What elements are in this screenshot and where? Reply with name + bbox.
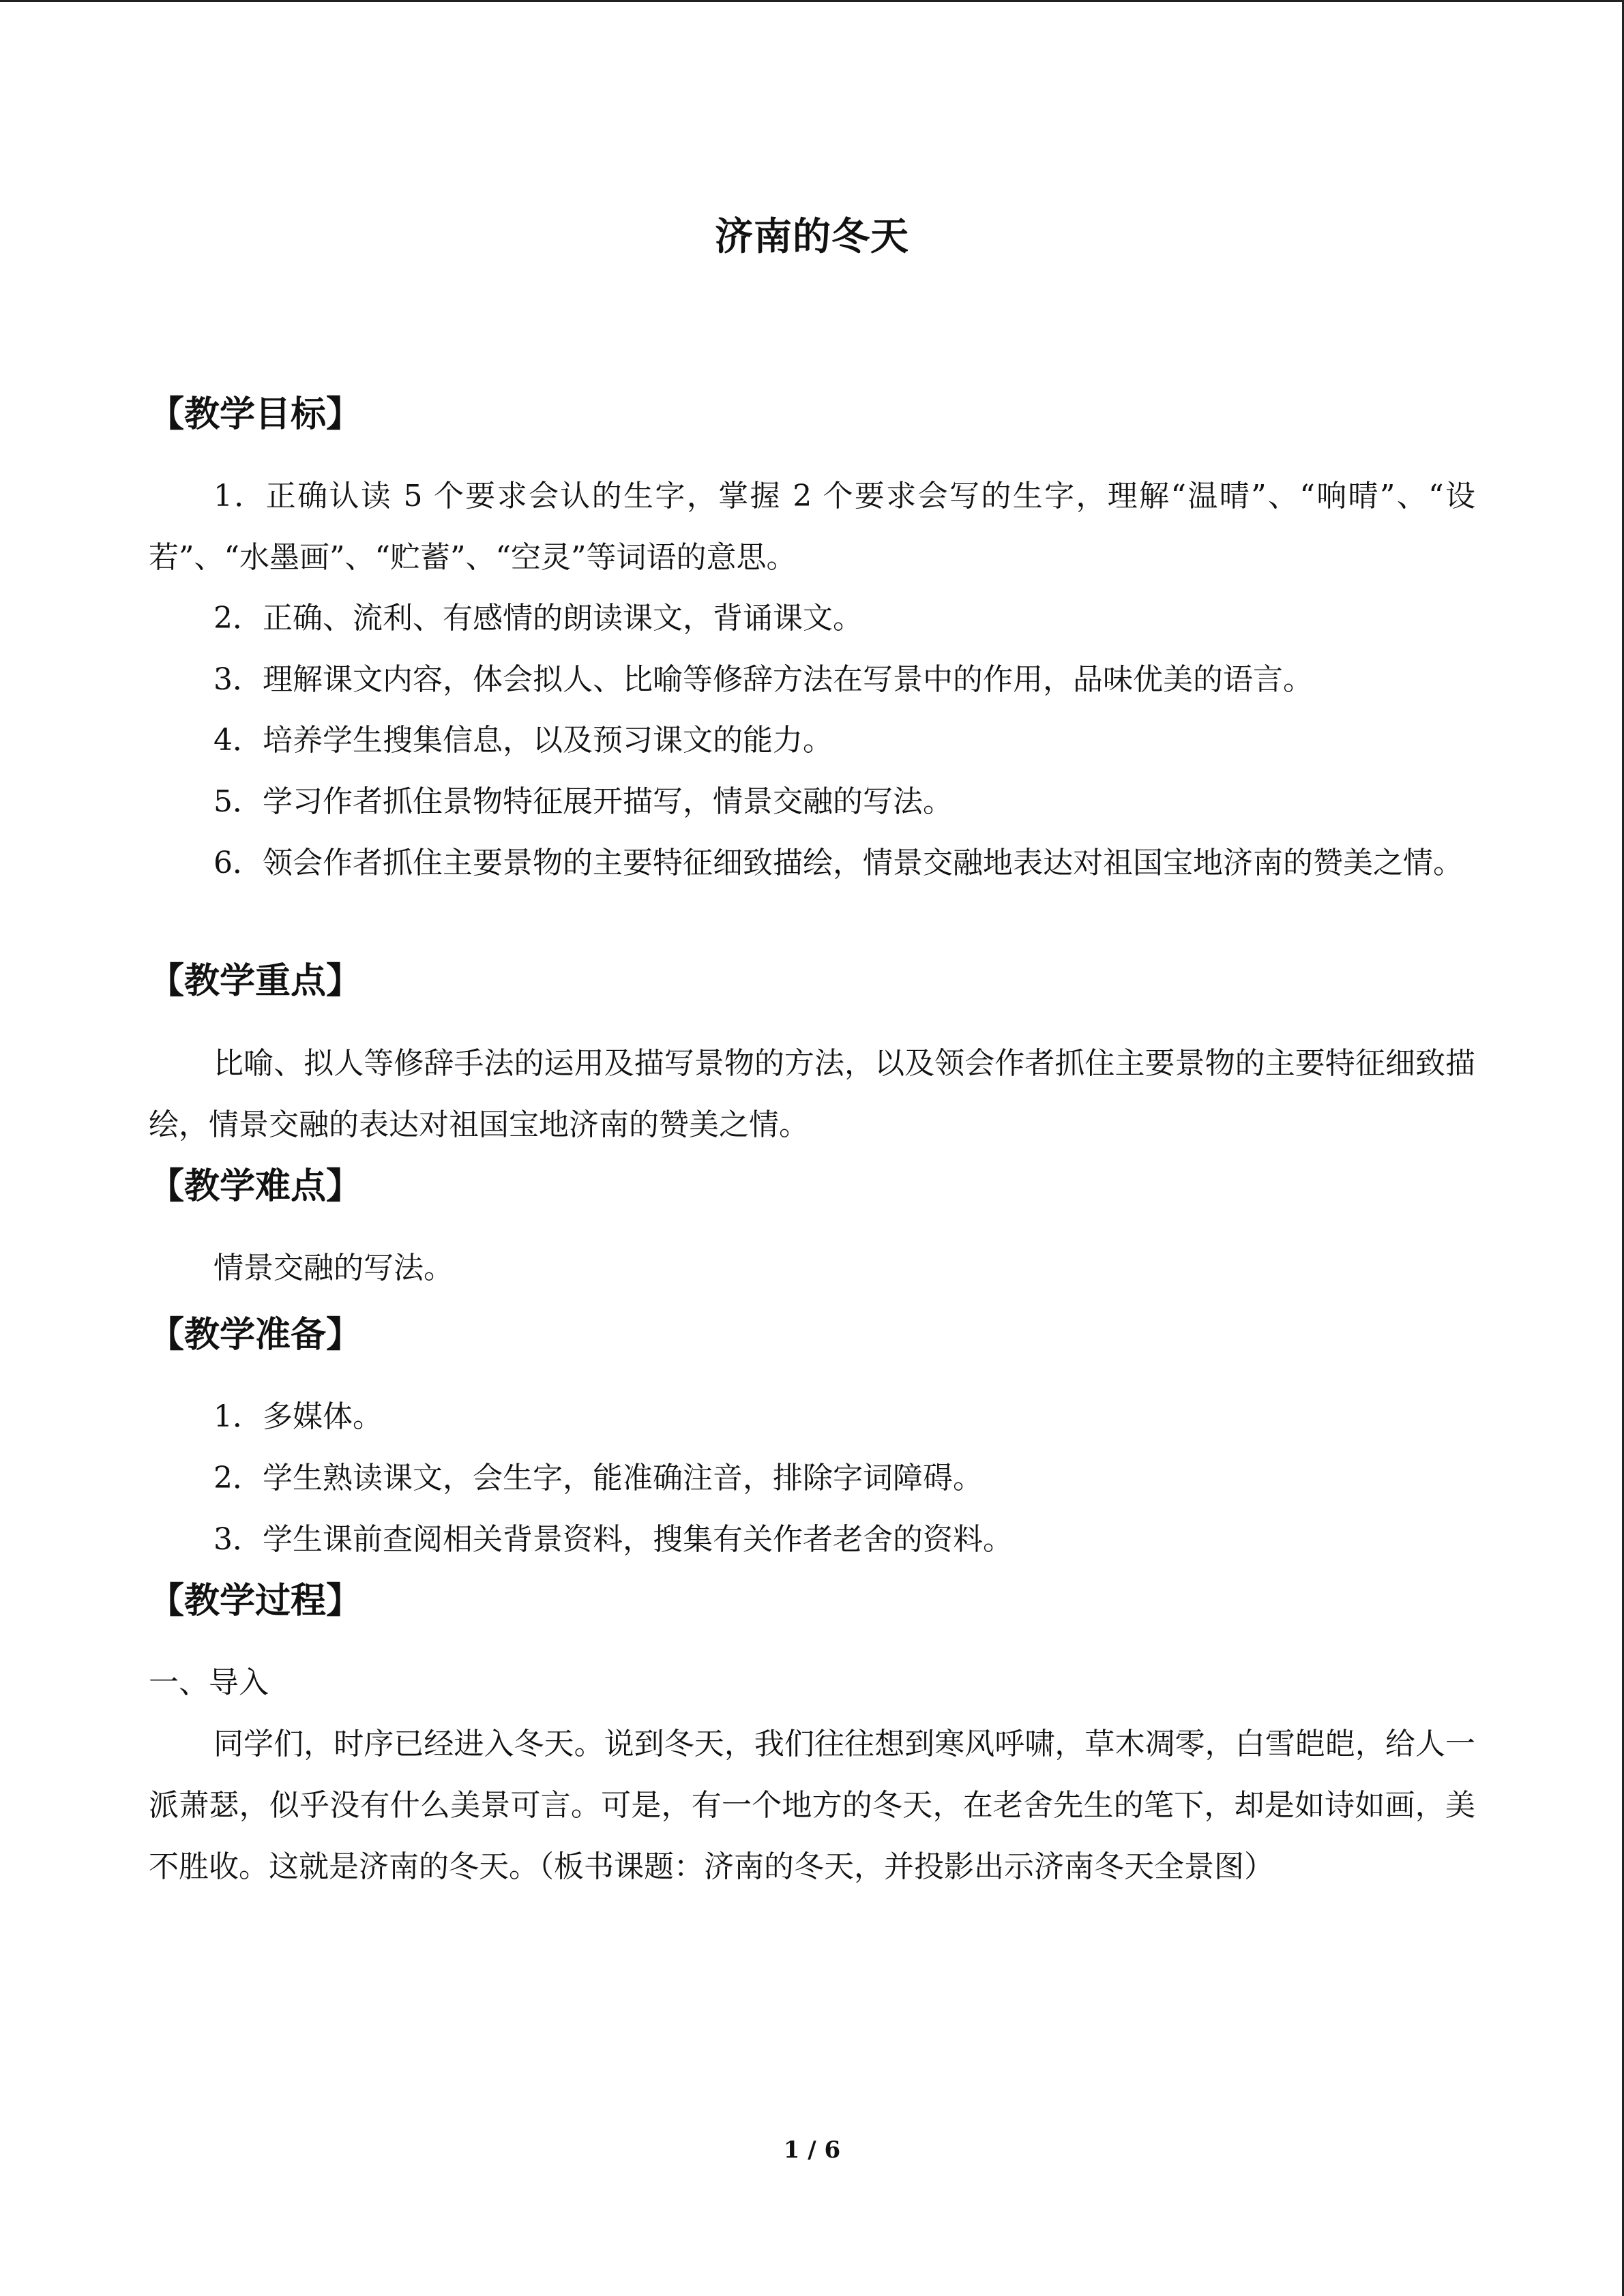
objective-item-4: 4．培养学生搜集信息，以及预习课文的能力。	[213, 723, 833, 758]
process-subheading: 一、导入	[149, 1665, 269, 1700]
objective-item-6: 6．领会作者抓住主要景物的主要特征细致描绘，情景交融地表达对祖国宝地济南的赞美之情。	[213, 846, 1463, 880]
section-heading-objectives: 【教学目标】	[149, 394, 362, 435]
objective-item-1: 1．正确认读 5 个要求会认的生字，掌握 2 个要求会写的生字，理解“温晴”、“响晴”、“设若”、“水墨画”、“贮蓄”、“空灵”等词语的意思。	[149, 479, 1475, 575]
preparation-item-3: 3．学生课前查阅相关背景资料，搜集有关作者老舍的资料。	[213, 1522, 1013, 1557]
process-intro-text: 同学们，时序已经进入冬天。说到冬天，我们往往想到寒风呼啸，草木凋零，白雪皑皑，给人一派萧瑟，似乎没有什么美景可言。可是，有一个地方的冬天，在老舍先生的笔下，却是如诗如画，美不胜收。这就是济南的冬天。（板书课题：济南的冬天，并投影出示济南冬天全景图）	[149, 1727, 1475, 1884]
section-heading-process: 【教学过程】	[149, 1581, 362, 1622]
page-number: 1 / 6	[783, 2136, 841, 2164]
objective-item-3: 3．理解课文内容，体会拟人、比喻等修辞方法在写景中的作用，品味优美的语言。	[213, 662, 1313, 697]
key-points-text: 比喻、拟人等修辞手法的运用及描写景物的方法，以及领会作者抓住主要景物的主要特征细致描绘，情景交融的表达对祖国宝地济南的赞美之情。	[149, 1046, 1475, 1142]
objective-item-5: 5．学习作者抓住景物特征展开描写，情景交融的写法。	[213, 784, 953, 819]
document-title: 济南的冬天	[715, 215, 909, 259]
section-heading-preparation: 【教学准备】	[149, 1315, 362, 1356]
section-heading-key-points: 【教学重点】	[149, 961, 362, 1002]
preparation-item-1: 1．多媒体。	[213, 1399, 383, 1434]
preparation-item-2: 2．学生熟读课文，会生字，能准确注音，排除字词障碍。	[213, 1461, 983, 1495]
section-heading-difficulties: 【教学难点】	[149, 1166, 362, 1207]
difficulties-text: 情景交融的写法。	[213, 1251, 454, 1285]
objective-item-2: 2．正确、流利、有感情的朗读课文，背诵课文。	[213, 601, 863, 636]
